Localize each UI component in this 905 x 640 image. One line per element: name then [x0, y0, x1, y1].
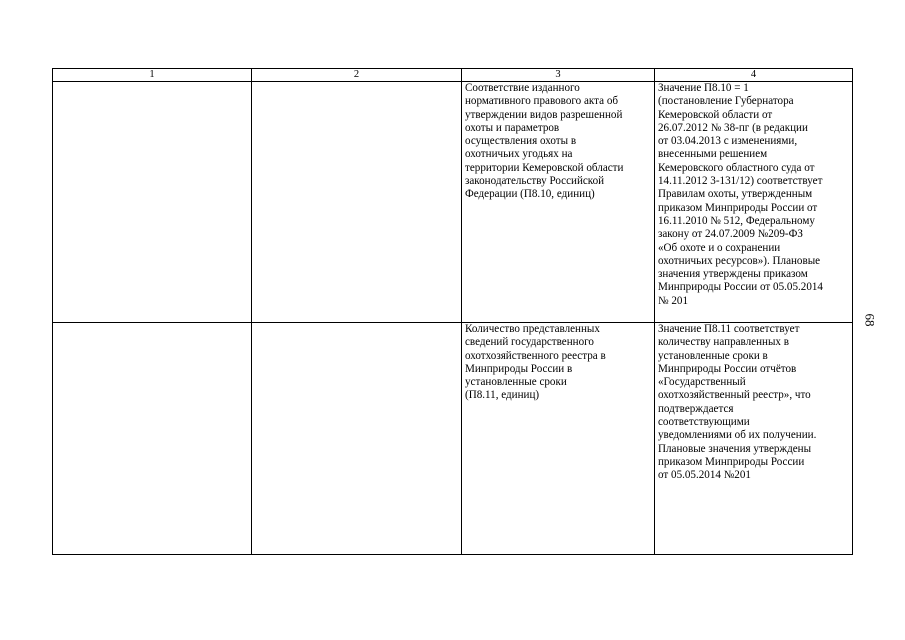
indicator-description: Соответствие изданного нормативного правового акта об утверждении видов разрешенной охоты и параметров осуществления охоты в охотничьих угодьях на территории Кемеровской области законодательству Российской Федерации (П8.10, единиц)	[465, 82, 624, 201]
table-header-row	[53, 69, 853, 82]
page-number: 68	[862, 313, 878, 327]
column-header-2: 2	[252, 69, 462, 82]
column-header-3: 3	[462, 69, 655, 82]
indicator-description: Количество представленных сведений государственного охотхозяйственного реестра в Минприроды России в установленные сроки (П8.11, единиц)	[465, 323, 606, 402]
table-cell-empty	[53, 323, 252, 555]
table-cell-empty	[252, 82, 462, 323]
document-table	[52, 68, 853, 555]
table-cell-empty	[53, 82, 252, 323]
column-header-4: 4	[655, 69, 853, 82]
table-cell-empty	[252, 323, 462, 555]
indicator-value-cell	[655, 82, 853, 323]
indicator-value-cell	[655, 323, 853, 555]
indicator-description-cell	[462, 323, 655, 555]
column-header-1: 1	[53, 69, 252, 82]
table-row	[53, 323, 853, 555]
indicator-value: Значение П8.11 соответствует количеству направленных в установленные сроки в Минприроды России отчётов «Государственный охотхозяйственный реестр», что подтверждается соответствующими уведомлениями об их получении. Плановые значения утверждены приказом Минприроды России от 05.05.2014 №201	[658, 323, 817, 482]
table-row	[53, 82, 853, 323]
indicator-description-cell	[462, 82, 655, 323]
indicator-value: Значение П8.10 = 1 (постановление Губернатора Кемеровской области от 26.07.2012 № 38-пг (в редакции от 03.04.2013 с изменениями, внесенными решением Кемеровского областного суда от 14.11.2012 3-131/12) соответствует Правилам охоты, утвержденным приказом Минприроды России от 16.11.2010 № 512, Федеральному закону от 24.07.2009 №209-ФЗ «Об охоте и о сохранении охотничьих ресурсов»). Плановые значения утверждены приказом Минприроды России от 05.05.2014 № 201	[658, 82, 823, 307]
